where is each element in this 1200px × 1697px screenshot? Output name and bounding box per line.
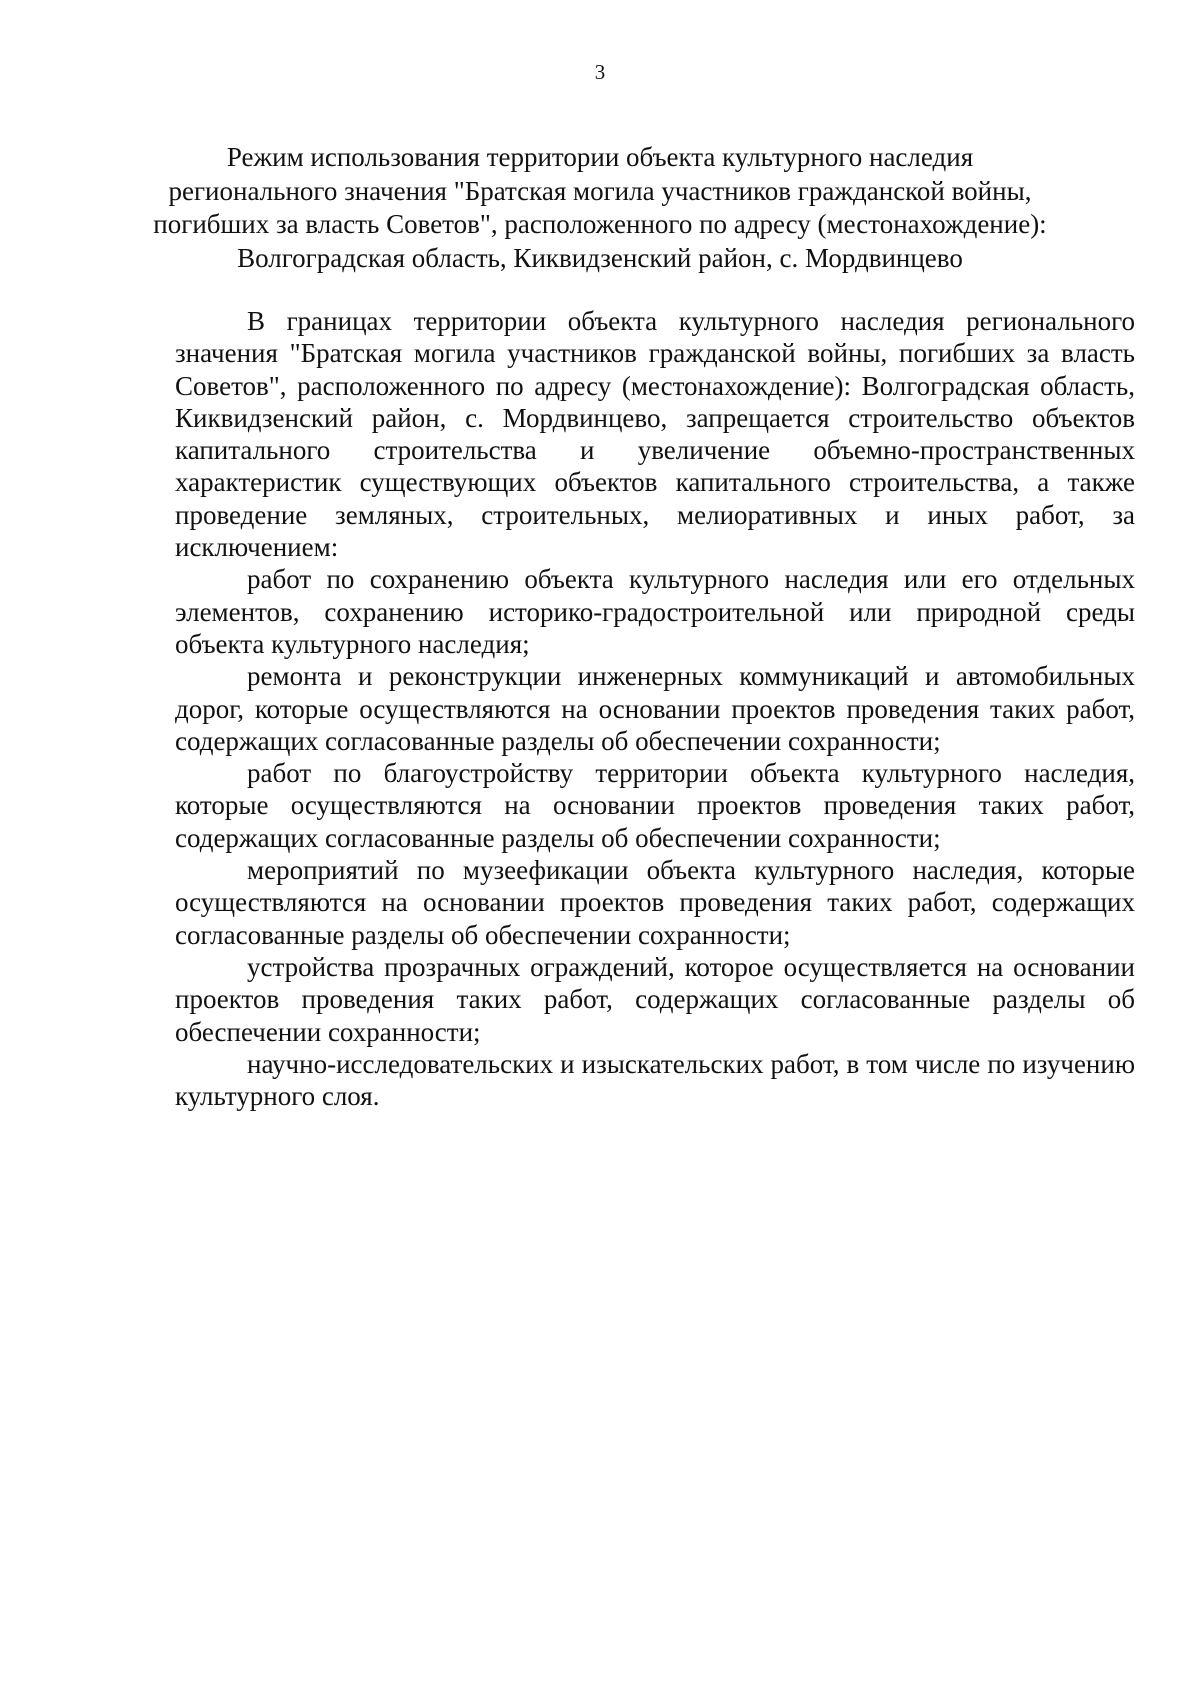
exception-item-transparent-fences: устройства прозрачных ограждений, которое осуществляется на основании проектов проведения таких работ, содержащих согласованные разделы об обеспечении сохранности; xyxy=(175,951,1135,1047)
document-body xyxy=(175,305,1135,1112)
exception-item-engineering-repair: ремонта и реконструкции инженерных коммуникаций и автомобильных дорог, которые осуществляются на основании проектов проведения таких работ, содержащих согласованные разделы об обеспечении сохранности; xyxy=(175,661,1135,756)
document-title xyxy=(150,141,1050,275)
page-number: 3 xyxy=(594,60,606,84)
exception-item-museumification: мероприятий по музеефикации объекта культурного наследия, которые осуществляются на основании проектов проведения таких работ, содержащих согласованные разделы об обеспечении сохранности; xyxy=(175,855,1135,950)
title-line: Волгоградская область, Киквидзенский район, с. Мордвинцево xyxy=(237,242,963,273)
title-line: Режим использования территории объекта культурного наследия xyxy=(226,142,974,172)
exception-item-research: научно-исследовательских и изыскательских работ, в том числе по изучению культурного слоя. xyxy=(175,1048,1135,1112)
exception-item-preservation: работ по сохранению объекта культурного наследия или его отдельных элементов, сохранению историко-градостроительной или природной среды объекта культурного наследия; xyxy=(175,564,1135,659)
exception-item-landscaping: работ по благоустройству территории объекта культурного наследия, которые осуществляются на основании проектов проведения таких работ, содержащих согласованные разделы об обеспечении сохранности; xyxy=(175,758,1135,853)
intro-paragraph: В границах территории объекта культурного наследия регионального значения "Братская могила участников гражданской войны, погибших за власть Советов", расположенного по адресу (местонахождение): Волгоградская область, Киквидзенский район, с. Мордвинцево, запрещается строительство объектов капитального строительства и увеличение объемно-пространственных характеристик существующих объектов капитального строительства, а также проведение земляных, строительных, мелиоративных и иных работ, за исключением: xyxy=(175,306,1135,563)
title-line: погибших за власть Советов", расположенного по адресу (местонахождение): xyxy=(153,209,1047,239)
title-line: регионального значения "Братская могила участников гражданской войны, xyxy=(168,175,1032,206)
